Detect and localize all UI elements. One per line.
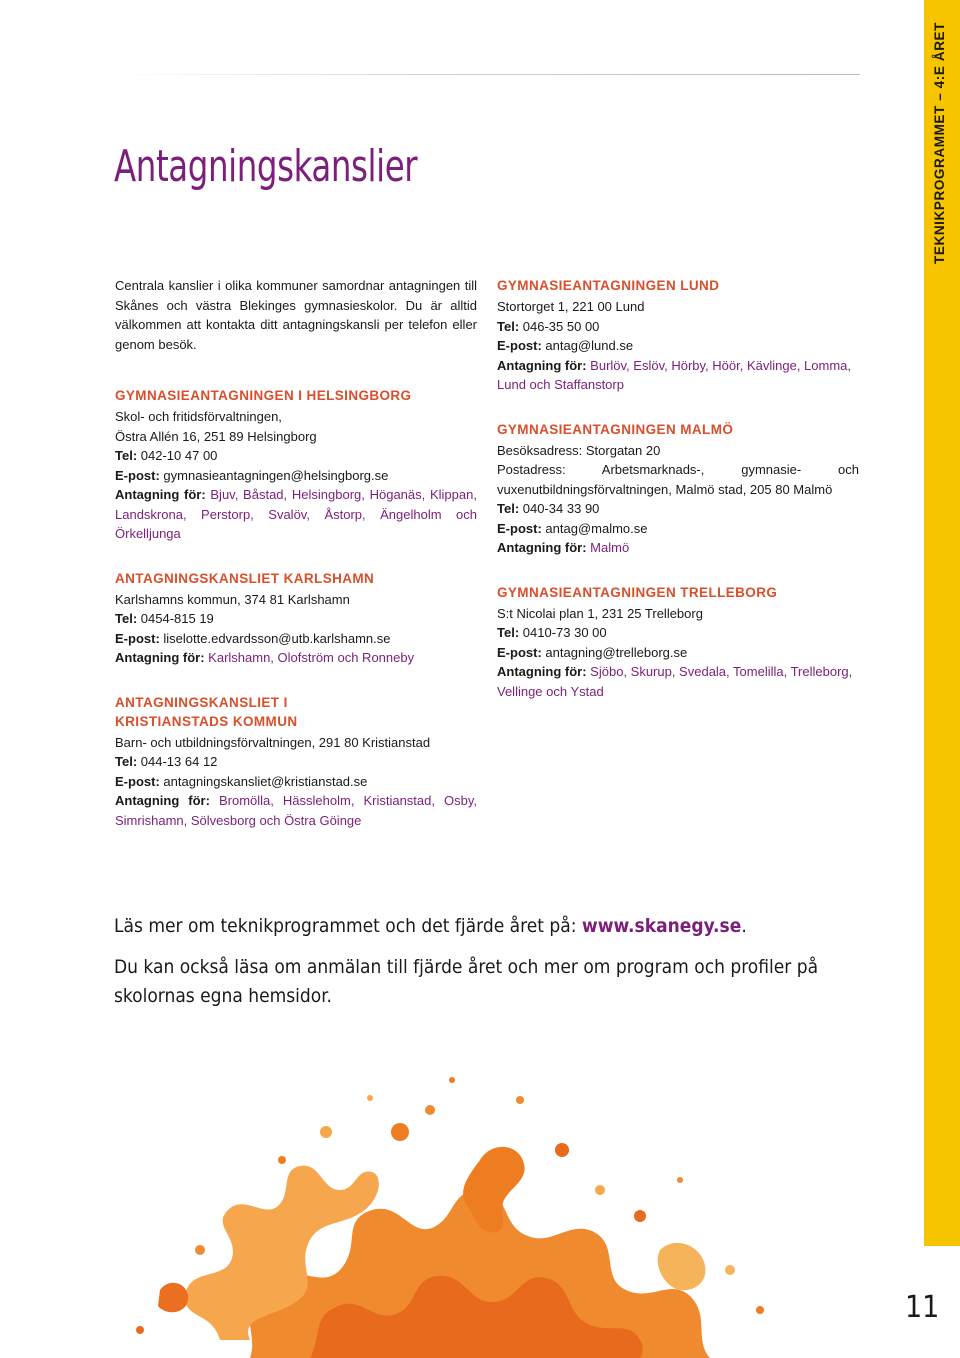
office-heading: ANTAGNINGSKANSLIET KARLSHAMN: [115, 570, 375, 586]
admission-label: Antagning för:: [115, 650, 205, 665]
tel-label: Tel:: [497, 625, 520, 640]
tel-value: 0454-815 19: [140, 611, 214, 626]
office-line: Besöksadress: Storgatan 20: [497, 442, 661, 458]
tel-label: Tel:: [115, 448, 138, 463]
email-value[interactable]: liselotte.edvardsson@utb.karlshamn.se: [163, 630, 391, 646]
tel-label: Tel:: [497, 501, 520, 516]
footer-text: [114, 912, 834, 1023]
office-kristianstad: [115, 693, 477, 831]
top-rule: [116, 74, 860, 75]
right-column: [497, 276, 859, 726]
office-trelleborg: [497, 583, 859, 702]
tel-value: 0410-73 30 00: [522, 625, 607, 640]
office-tel: [115, 446, 477, 466]
office-email: [497, 519, 859, 539]
paint-splash: [136, 1077, 764, 1358]
office-line: Postadress: Arbetsmarknads-, gymnasie- och vuxenutbildningsförvaltningen, Malmö stad, 205 80 Malmö: [497, 462, 859, 497]
email-value[interactable]: antagning@trelleborg.se: [545, 644, 688, 660]
office-tel: [497, 317, 859, 337]
office-admission: [497, 356, 859, 395]
office-tel: [115, 609, 477, 629]
office-malmo: [497, 420, 859, 558]
page-number: 11: [905, 1290, 940, 1325]
office-heading-line: KRISTIANSTADS KOMMUN: [115, 713, 298, 729]
email-value[interactable]: antagningskansliet@kristianstad.se: [163, 773, 368, 789]
office-line: Barn- och utbildningsförvaltningen, 291 80 Kristianstad: [115, 734, 431, 750]
footer-line-1: [114, 912, 834, 941]
office-lund: [497, 276, 859, 395]
office-line: Östra Allén 16, 251 89 Helsingborg: [115, 428, 317, 444]
office-email: [115, 629, 477, 649]
office-line: Karlshamns kommun, 374 81 Karlshamn: [115, 591, 350, 607]
office-helsingborg: [115, 386, 477, 544]
footer-text-suffix: .: [741, 915, 747, 937]
email-label: E-post:: [115, 630, 160, 646]
admission-label: Antagning för:: [497, 357, 587, 373]
sidebar-label: TEKNIKPROGRAMMET – 4:E ÅRET: [932, 22, 947, 264]
office-heading: GYMNASIEANTAGNINGEN I HELSINGBORG: [115, 388, 412, 403]
tel-value: 040-34 33 90: [522, 501, 600, 516]
email-label: E-post:: [115, 467, 160, 483]
office-email: [497, 336, 859, 356]
office-email: [115, 466, 477, 486]
email-label: E-post:: [115, 773, 160, 789]
left-column: [115, 276, 477, 855]
website-link[interactable]: www.skanegy.se: [581, 915, 742, 937]
admission-value: Sjöbo, Skurup, Svedala, Tomelilla, Trelleborg, Vellinge och Ystad: [497, 664, 853, 699]
office-admission: [115, 791, 477, 830]
intro-text: Centrala kanslier i olika kommuner samordnar antagningen till Skånes och västra Blekinges gymnasieskolor. Du är alltid välkommen att kontakta ditt antagningskansli per telefon eller genom besök.: [115, 278, 477, 352]
email-value[interactable]: antag@lund.se: [545, 338, 634, 353]
admission-value: Burlöv, Eslöv, Hörby, Höör, Kävlinge, Lomma, Lund och Staffanstorp: [497, 357, 851, 392]
office-heading-line: ANTAGNINGSKANSLIET I: [115, 694, 288, 710]
email-label: E-post:: [497, 520, 542, 536]
office-heading: GYMNASIEANTAGNINGEN LUND: [497, 278, 720, 293]
email-label: E-post:: [497, 644, 542, 660]
office-line: S:t Nicolai plan 1, 231 25 Trelleborg: [497, 605, 703, 621]
footer-text-prefix: Läs mer om teknikprogrammet och det fjärde året på:: [114, 915, 582, 937]
office-karlshamn: [115, 569, 477, 668]
tel-label: Tel:: [115, 611, 138, 626]
admission-label: Antagning för:: [115, 487, 206, 502]
tel-value: 042-10 47 00: [140, 448, 218, 463]
admission-label: Antagning för:: [115, 793, 210, 808]
admission-label: Antagning för:: [497, 664, 587, 679]
tel-value: 046-35 50 00: [522, 318, 600, 334]
email-label: E-post:: [497, 338, 542, 353]
admission-value: Malmö: [590, 540, 630, 555]
office-admission: [115, 648, 477, 668]
email-value[interactable]: gymnasieantagningen@helsingborg.se: [163, 467, 389, 483]
admission-value: Karlshamn, Olofström och Ronneby: [208, 650, 415, 665]
office-heading: GYMNASIEANTAGNINGEN TRELLEBORG: [497, 584, 778, 600]
office-line: Stortorget 1, 221 00 Lund: [497, 299, 645, 314]
office-admission: [497, 662, 859, 701]
office-admission: [497, 538, 859, 558]
admission-value: Bjuv, Båstad, Helsingborg, Höganäs, Klippan, Landskrona, Perstorp, Svalöv, Åstorp, Ängelholm och Örkelljunga: [115, 487, 477, 541]
page-title: Antagningskanslier: [114, 141, 418, 192]
tel-label: Tel:: [497, 318, 520, 334]
tel-value: 044-13 64 12: [140, 754, 218, 769]
footer-line-2: Du kan också läsa om anmälan till fjärde året och mer om program och profiler på skolornas egna hemsidor.: [114, 956, 819, 1007]
office-email: [497, 643, 859, 663]
office-heading: [115, 693, 477, 731]
office-admission: [115, 485, 477, 544]
office-line: Skol- och fritidsförvaltningen,: [115, 409, 282, 424]
admission-value: Bromölla, Hässleholm, Kristianstad, Osby, Simrishamn, Sölvesborg och Östra Göinge: [115, 793, 477, 828]
office-tel: [497, 499, 859, 519]
email-value[interactable]: antag@malmo.se: [545, 520, 648, 536]
office-email: [115, 772, 477, 792]
tel-label: Tel:: [115, 754, 138, 769]
paint-splash-illustration: [100, 1040, 820, 1358]
office-tel: [497, 623, 859, 643]
office-tel: [115, 752, 477, 772]
office-heading: GYMNASIEANTAGNINGEN MALMÖ: [497, 421, 734, 437]
sidebar-band: [924, 0, 960, 1246]
admission-label: Antagning för:: [497, 540, 587, 555]
